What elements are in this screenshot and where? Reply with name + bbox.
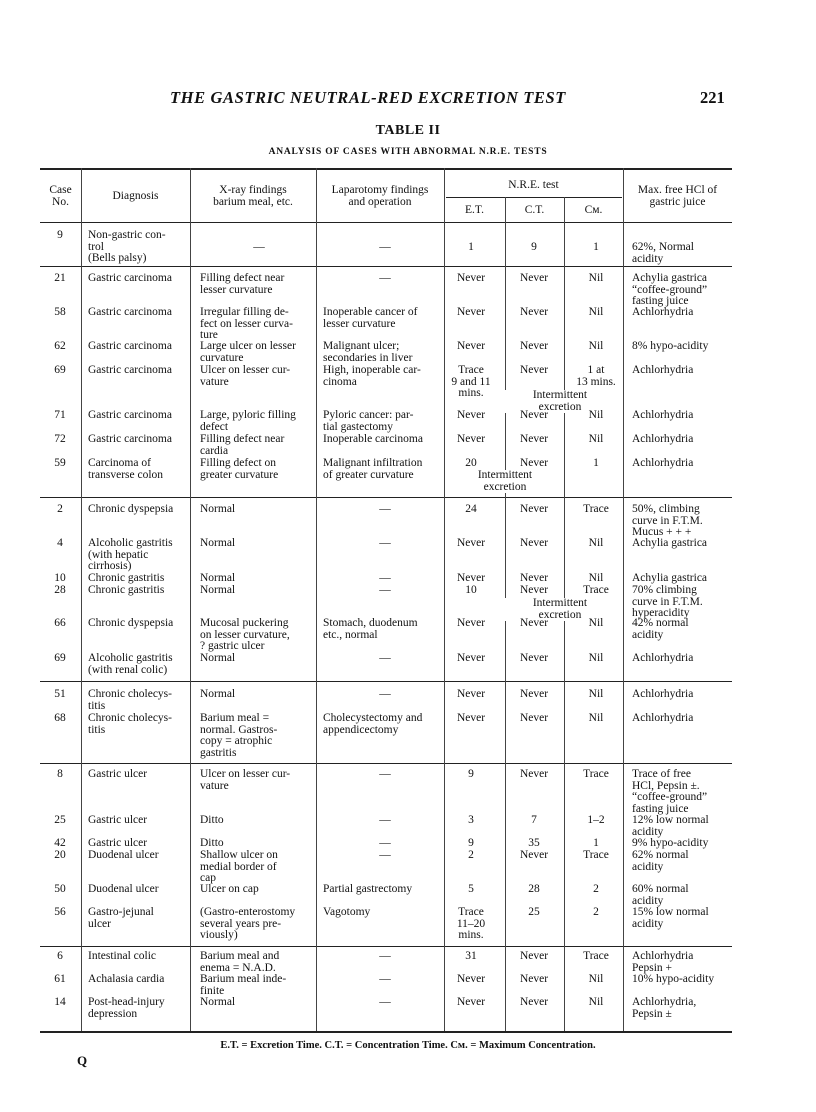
concentration-time-cell: Never <box>519 652 549 664</box>
free-hcl-cell: 50%, climbing curve in F.T.M. Mucus + + + <box>632 503 703 538</box>
free-hcl-cell: Achlorhydria <box>632 457 694 469</box>
concentration-time-cell: Never <box>519 584 549 596</box>
concentration-time-cell: Never <box>519 768 549 780</box>
free-hcl-cell: Achlorhydria Pepsin + <box>632 950 694 974</box>
running-header <box>0 88 816 114</box>
case-no-cell: 51 <box>54 688 66 700</box>
excretion-time-cell: 24 <box>465 503 477 515</box>
case-no-cell: 14 <box>54 996 66 1008</box>
rule-nre-sub <box>446 197 622 198</box>
rule-header-bottom <box>40 222 732 223</box>
xray-findings-cell: Barium meal inde- finite <box>200 973 287 997</box>
concentration-time-cell: Never <box>519 340 549 352</box>
col-header-ct: C.T. <box>524 204 545 216</box>
xray-findings-cell: Normal <box>200 537 236 549</box>
excretion-time-cell: 5 <box>468 883 474 895</box>
xray-findings-cell: Normal <box>200 996 236 1008</box>
xray-findings-cell: Ditto <box>200 837 224 849</box>
rule-group-4 <box>40 763 732 764</box>
max-concentration-cell: Trace <box>583 503 609 515</box>
max-concentration-cell: Nil <box>588 652 604 664</box>
diagnosis-cell: Gastric carcinoma <box>88 364 172 376</box>
max-concentration-cell: 1–2 <box>587 814 605 826</box>
laparotomy-findings-cell: — <box>379 503 391 515</box>
col-header-nre: N.R.E. test <box>508 179 559 191</box>
diagnosis-cell: Non-gastric con- trol (Bells palsy) <box>88 229 166 264</box>
diagnosis-cell: Carcinoma of transverse colon <box>88 457 164 481</box>
free-hcl-cell: 42% normal acidity <box>632 617 689 641</box>
case-no-cell: 59 <box>54 457 66 469</box>
case-no-cell: 72 <box>54 433 66 445</box>
free-hcl-cell: Achlorhydria, Pepsin ± <box>632 996 697 1020</box>
concentration-time-cell: Never <box>519 364 549 376</box>
laparotomy-findings-cell: — <box>379 996 391 1008</box>
laparotomy-findings-cell: — <box>379 814 391 826</box>
intermittent-excretion-note: Intermittent excretion <box>498 390 622 413</box>
laparotomy-findings-cell: — <box>379 950 391 962</box>
case-no-cell: 10 <box>54 572 66 584</box>
concentration-time-cell: Never <box>519 503 549 515</box>
excretion-time-cell: Never <box>456 272 486 284</box>
laparotomy-findings-cell: Pyloric cancer: par- tial gastectomy <box>323 409 414 433</box>
diagnosis-cell: Chronic gastritis <box>88 584 165 596</box>
diagnosis-cell: Chronic dyspepsia <box>88 617 174 629</box>
vrule-1 <box>81 168 82 1031</box>
case-no-cell: 28 <box>54 584 66 596</box>
free-hcl-cell: Achylia gastrica <box>632 537 708 549</box>
rule-top <box>40 168 732 170</box>
max-concentration-cell: Nil <box>588 537 604 549</box>
free-hcl-cell: 62% normal acidity <box>632 849 689 873</box>
max-concentration-cell: Trace <box>583 768 609 780</box>
max-concentration-cell: 1 <box>593 241 599 253</box>
free-hcl-cell: Achlorhydria <box>632 712 694 724</box>
case-no-cell: 20 <box>54 849 66 861</box>
excretion-time-cell: 31 <box>465 950 477 962</box>
laparotomy-findings-cell: Cholecystectomy and appendicectomy <box>323 712 423 736</box>
footnote: E.T. = Excretion Time. C.T. = Concentration Time. Cм. = Maximum Concentration. <box>220 1040 596 1051</box>
concentration-time-cell: Never <box>519 950 549 962</box>
concentration-time-cell: 28 <box>528 883 540 895</box>
xray-findings-cell: Normal <box>200 503 236 515</box>
max-concentration-cell: Trace <box>583 849 609 861</box>
col-header-laparotomy: Laparotomy findings and operation <box>331 184 429 208</box>
xray-findings-cell: Ulcer on lesser cur- vature <box>200 364 291 388</box>
free-hcl-cell: Achylia gastrica <box>632 572 708 584</box>
case-no-cell: 21 <box>54 272 66 284</box>
xray-findings-cell: Filling defect near cardia <box>200 433 285 457</box>
xray-findings-cell: Filling defect on greater curvature <box>200 457 279 481</box>
max-concentration-cell: 2 <box>593 883 599 895</box>
diagnosis-cell: Chronic cholecys- titis <box>88 712 172 736</box>
excretion-time-cell: 20 <box>465 457 477 469</box>
concentration-time-cell: Never <box>519 973 549 985</box>
max-concentration-cell: Nil <box>588 340 604 352</box>
rule-group-5 <box>40 946 732 947</box>
col-header-et: E.T. <box>465 204 484 216</box>
case-no-cell: 56 <box>54 906 66 918</box>
case-no-cell: 4 <box>57 537 63 549</box>
max-concentration-cell: Nil <box>588 409 604 421</box>
excretion-time-cell: Never <box>456 409 486 421</box>
excretion-time-cell: Never <box>456 973 486 985</box>
max-concentration-cell: Nil <box>588 712 604 724</box>
xray-findings-cell: Shallow ulcer on medial border of cap <box>200 849 278 884</box>
free-hcl-cell: 8% hypo-acidity <box>632 340 709 352</box>
concentration-time-cell: Never <box>519 712 549 724</box>
concentration-time-cell: Never <box>519 537 549 549</box>
free-hcl-cell: Achlorhydria <box>632 306 694 318</box>
laparotomy-findings-cell: — <box>379 572 391 584</box>
diagnosis-cell: Duodenal ulcer <box>88 883 159 895</box>
free-hcl-cell: Achlorhydria <box>632 433 694 445</box>
laparotomy-findings-cell: — <box>379 688 391 700</box>
diagnosis-cell: Gastric carcinoma <box>88 272 172 284</box>
concentration-time-cell: Never <box>519 409 549 421</box>
excretion-time-cell: Never <box>456 340 486 352</box>
laparotomy-findings-cell: Partial gastrectomy <box>323 883 413 895</box>
diagnosis-cell: Achalasia cardia <box>88 973 165 985</box>
excretion-time-cell: Never <box>456 652 486 664</box>
xray-findings-cell: (Gastro-enterostomy several years pre- viously) <box>200 906 296 941</box>
free-hcl-cell: 60% normal acidity <box>632 883 689 907</box>
corner-mark: Q <box>77 1053 88 1068</box>
page-number: 221 <box>700 88 725 107</box>
laparotomy-findings-cell: — <box>379 652 391 664</box>
excretion-time-cell: Never <box>456 712 486 724</box>
case-no-cell: 69 <box>54 652 66 664</box>
diagnosis-cell: Gastric carcinoma <box>88 409 172 421</box>
diagnosis-cell: Gastric carcinoma <box>88 433 172 445</box>
laparotomy-findings-cell: Malignant infiltration of greater curvature <box>323 457 423 481</box>
excretion-time-cell: 9 <box>468 768 474 780</box>
case-no-cell: 6 <box>57 950 63 962</box>
laparotomy-findings-cell: Inoperable cancer of lesser curvature <box>323 306 418 330</box>
case-no-cell: 68 <box>54 712 66 724</box>
free-hcl-cell: Achylia gastrica “coffee-ground” fasting juice <box>632 272 708 307</box>
free-hcl-cell: Achlorhydria <box>632 688 694 700</box>
running-title: THE GASTRIC NEUTRAL-RED EXCRETION TEST <box>170 88 566 107</box>
excretion-time-cell: Trace 9 and 11 mins. <box>451 364 491 399</box>
concentration-time-cell: 35 <box>528 837 540 849</box>
diagnosis-cell: Chronic dyspepsia <box>88 503 174 515</box>
laparotomy-findings-cell: Malignant ulcer; secondaries in liver <box>323 340 413 364</box>
max-concentration-cell: Nil <box>588 433 604 445</box>
laparotomy-findings-cell: Inoperable carcinoma <box>323 433 423 445</box>
max-concentration-cell: Nil <box>588 996 604 1008</box>
table-caption: ANALYSIS OF CASES WITH ABNORMAL N.R.E. TESTS <box>268 147 548 157</box>
diagnosis-cell: Gastric carcinoma <box>88 306 172 318</box>
case-no-cell: 25 <box>54 814 66 826</box>
diagnosis-cell: Chronic cholecys- titis <box>88 688 172 712</box>
free-hcl-cell: Trace of free HCl, Pepsin ±. “coffee-ground” fasting juice <box>632 768 708 815</box>
laparotomy-findings-cell: Stomach, duodenum etc., normal <box>323 617 418 641</box>
laparotomy-findings-cell: — <box>379 537 391 549</box>
vrule-2 <box>190 168 191 1031</box>
rule-group-2 <box>40 497 732 498</box>
rule-group-1 <box>40 266 732 267</box>
max-concentration-cell: 1 <box>593 837 599 849</box>
xray-findings-cell: Ditto <box>200 814 224 826</box>
concentration-time-cell: 25 <box>528 906 540 918</box>
laparotomy-findings-cell: — <box>379 973 391 985</box>
xray-findings-cell: Barium meal and enema = N.A.D. <box>200 950 280 974</box>
diagnosis-cell: Chronic gastritis <box>88 572 165 584</box>
concentration-time-cell: 9 <box>531 241 537 253</box>
case-no-cell: 42 <box>54 837 66 849</box>
concentration-time-cell: Never <box>519 306 549 318</box>
diagnosis-cell: Gastric carcinoma <box>88 340 172 352</box>
intermittent-excretion-note: Intermittent excretion <box>450 470 560 493</box>
free-hcl-cell: 9% hypo-acidity <box>632 837 709 849</box>
max-concentration-cell: 1 <box>593 457 599 469</box>
max-concentration-cell: 1 at 13 mins. <box>576 364 616 388</box>
laparotomy-findings-cell: — <box>379 241 391 253</box>
free-hcl-cell: Achlorhydria <box>632 652 694 664</box>
excretion-time-cell: 9 <box>468 837 474 849</box>
vrule-7 <box>623 168 624 1031</box>
diagnosis-cell: Gastric ulcer <box>88 837 148 849</box>
xray-findings-cell: Irregular filling de- fect on lesser curva- ture <box>200 306 293 341</box>
xray-findings-cell: Normal <box>200 652 236 664</box>
col-header-xray: X-ray findings barium meal, etc. <box>213 184 293 208</box>
case-no-cell: 8 <box>57 768 63 780</box>
xray-findings-cell: Large, pyloric filling defect <box>200 409 296 433</box>
col-header-cm: Cм. <box>584 204 603 216</box>
excretion-time-cell: Never <box>456 617 486 629</box>
max-concentration-cell: Nil <box>588 617 604 629</box>
excretion-time-cell: Never <box>456 306 486 318</box>
excretion-time-cell: Never <box>456 433 486 445</box>
xray-findings-cell: Normal <box>200 584 236 596</box>
diagnosis-cell: Post-head-injury depression <box>88 996 165 1020</box>
concentration-time-cell: Never <box>519 617 549 629</box>
laparotomy-findings-cell: — <box>379 768 391 780</box>
diagnosis-cell: Intestinal colic <box>88 950 157 962</box>
free-hcl-cell: Achlorhydria <box>632 409 694 421</box>
max-concentration-cell: Nil <box>588 306 604 318</box>
laparotomy-findings-cell: Vagotomy <box>323 906 371 918</box>
col-header-diagnosis: Diagnosis <box>112 190 159 202</box>
concentration-time-cell: Never <box>519 849 549 861</box>
vrule-3 <box>316 168 317 1031</box>
concentration-time-cell: Never <box>519 457 549 469</box>
case-no-cell: 71 <box>54 409 66 421</box>
excretion-time-cell: 3 <box>468 814 474 826</box>
xray-findings-cell: Large ulcer on lesser curvature <box>200 340 296 364</box>
xray-findings-cell: Filling defect near lesser curvature <box>200 272 285 296</box>
laparotomy-findings-cell: — <box>379 584 391 596</box>
xray-findings-cell: Barium meal = normal. Gastros- copy = atrophic gastritis <box>200 712 278 759</box>
free-hcl-cell: 70% climbing curve in F.T.M. hyperacidity <box>632 584 703 619</box>
diagnosis-cell: Gastric ulcer <box>88 814 148 826</box>
max-concentration-cell: Nil <box>588 973 604 985</box>
excretion-time-cell: 2 <box>468 849 474 861</box>
diagnosis-cell: Gastric ulcer <box>88 768 148 780</box>
concentration-time-cell: Never <box>519 996 549 1008</box>
case-no-cell: 50 <box>54 883 66 895</box>
max-concentration-cell: Trace <box>583 950 609 962</box>
excretion-time-cell: 10 <box>465 584 477 596</box>
case-no-cell: 9 <box>57 229 63 241</box>
free-hcl-cell: 10% hypo-acidity <box>632 973 715 985</box>
laparotomy-findings-cell: High, inoperable car- cinoma <box>323 364 421 388</box>
max-concentration-cell: Nil <box>588 572 604 584</box>
xray-findings-cell: Ulcer on cap <box>200 883 259 895</box>
xray-findings-cell: — <box>253 241 265 253</box>
case-no-cell: 62 <box>54 340 66 352</box>
case-no-cell: 61 <box>54 973 66 985</box>
xray-findings-cell: Normal <box>200 688 236 700</box>
results-table <box>40 168 732 1032</box>
free-hcl-cell: Achlorhydria <box>632 364 694 376</box>
xray-findings-cell: Mucosal puckering on lesser curvature, ? gastric ulcer <box>200 617 290 652</box>
vrule-4 <box>444 168 445 1031</box>
laparotomy-findings-cell: — <box>379 272 391 284</box>
laparotomy-findings-cell: — <box>379 837 391 849</box>
col-header-case: Case No. <box>49 184 72 208</box>
excretion-time-cell: 1 <box>468 241 474 253</box>
concentration-time-cell: 7 <box>531 814 537 826</box>
diagnosis-cell: Duodenal ulcer <box>88 849 159 861</box>
case-no-cell: 69 <box>54 364 66 376</box>
concentration-time-cell: Never <box>519 688 549 700</box>
excretion-time-cell: Trace 11–20 mins. <box>456 906 486 941</box>
laparotomy-findings-cell: — <box>379 849 391 861</box>
case-no-cell: 2 <box>57 503 63 515</box>
diagnosis-cell: Gastro-jejunal ulcer <box>88 906 154 930</box>
rule-bottom <box>40 1031 732 1033</box>
xray-findings-cell: Ulcer on lesser cur- vature <box>200 768 291 792</box>
free-hcl-cell: 12% low normal acidity <box>632 814 709 838</box>
rule-group-3 <box>40 681 732 682</box>
concentration-time-cell: Never <box>519 272 549 284</box>
intermittent-excretion-note: Intermittent excretion <box>498 598 622 621</box>
excretion-time-cell: Never <box>456 572 486 584</box>
max-concentration-cell: Nil <box>588 272 604 284</box>
excretion-time-cell: Never <box>456 688 486 700</box>
free-hcl-cell: 62%, Normal acidity <box>632 241 694 265</box>
excretion-time-cell: Never <box>456 537 486 549</box>
max-concentration-cell: Nil <box>588 688 604 700</box>
concentration-time-cell: Never <box>519 433 549 445</box>
concentration-time-cell: Never <box>519 572 549 584</box>
diagnosis-cell: Alcoholic gastritis (with hepatic cirrhosis) <box>88 537 173 572</box>
diagnosis-cell: Alcoholic gastritis (with renal colic) <box>88 652 173 676</box>
excretion-time-cell: Never <box>456 996 486 1008</box>
free-hcl-cell: 15% low normal acidity <box>632 906 709 930</box>
table-label: TABLE II <box>375 123 441 138</box>
case-no-cell: 66 <box>54 617 66 629</box>
max-concentration-cell: Trace <box>583 584 609 596</box>
col-header-hcl: Max. free HCl of gastric juice <box>637 184 718 208</box>
case-no-cell: 58 <box>54 306 66 318</box>
max-concentration-cell: 2 <box>593 906 599 918</box>
xray-findings-cell: Normal <box>200 572 236 584</box>
